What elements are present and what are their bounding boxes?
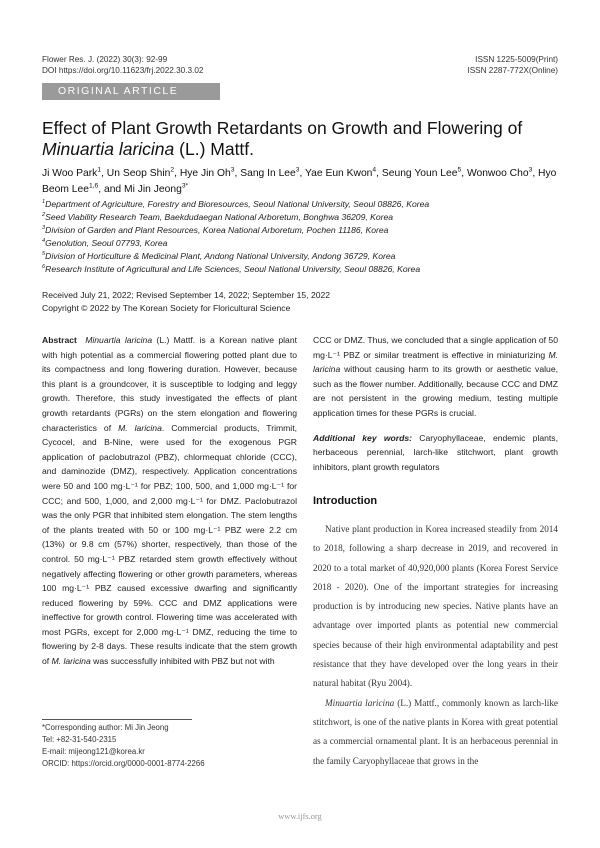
author-affiliation-marker: 3* bbox=[181, 182, 189, 190]
footnote-rule bbox=[42, 719, 192, 720]
affiliation-text: Division of Garden and Plant Resources, Korea National Arboretum, Pochen 11186, Korea bbox=[45, 225, 389, 235]
abstract-p4: without causing harm to its growth or aesthetic value, such as the flower number. Additionally, because CCC and DMZ are not persistent in the growing medium, testing multiple application times for these PGRs is crucial. bbox=[313, 364, 558, 418]
affiliation-number: 1 bbox=[42, 199, 46, 206]
abstract-species-abbr2: M. laricina bbox=[51, 656, 91, 667]
article-title bbox=[42, 118, 562, 160]
intro-paragraph-2 bbox=[313, 694, 558, 771]
author-name: Mi Jin Jeong bbox=[124, 184, 182, 195]
affiliation-text: Division of Horticulture & Medicinal Plant, Andong National University, Andong 36729, Korea bbox=[45, 251, 396, 261]
affiliation-list bbox=[42, 198, 562, 276]
author-list: Ji Woo Park$^1$, Un Seop Shin$^2$, Hye Jin Oh$^3$, Sang In Lee$^3$, Yae Eun Kwon$^4$, Seung Youn Lee$^5$, Wonwoo Cho$^3$, Hyo Beom Lee$^{1,6}$, and Mi Jin Jeong$^{3*}$ bbox=[42, 166, 557, 195]
copyright: Copyright © 2022 by The Korean Society for Floricultural Science bbox=[42, 302, 291, 313]
introduction-heading: Introduction bbox=[313, 495, 378, 507]
journal-citation: Flower Res. J. (2022) 30(3): 92-99 bbox=[42, 55, 168, 64]
author-affiliation-marker: 4 bbox=[372, 166, 377, 174]
author-name: Yae Eun Kwon bbox=[305, 168, 373, 179]
history-dates: Received July 21, 2022; Revised September 14, 2022; September 15, 2022 bbox=[42, 290, 331, 300]
affiliation-item bbox=[42, 263, 562, 276]
author-affiliation-marker: 1,6 bbox=[88, 182, 99, 190]
affiliation-item bbox=[42, 250, 562, 263]
author-name: Seung Youn Lee bbox=[381, 168, 458, 179]
author-name: Ji Woo Park bbox=[42, 168, 98, 179]
page-footer-url[interactable]: www.ijfs.org bbox=[278, 812, 322, 821]
corresponding-author: *Corresponding author: Mi Jin Jeong bbox=[42, 723, 169, 732]
affiliation-number: 2 bbox=[42, 212, 46, 219]
affiliation-text: Research Institute of Agricultural and Life Sciences, Seoul National University, Seoul 08826, Korea bbox=[45, 264, 421, 274]
journal-header-right bbox=[467, 55, 558, 76]
affiliation-item bbox=[42, 211, 562, 224]
keywords-text: Caryophyllaceae, endemic plants, herbaceous perennial, larch-like stitchwort, plant growth inhibitors, plant growth regulators bbox=[313, 432, 558, 472]
title-species: Minuartia laricina bbox=[42, 139, 175, 159]
journal-doi[interactable]: DOI https://doi.org/10.11623/frj.2022.30.3.02 bbox=[42, 65, 204, 75]
journal-header-left bbox=[42, 55, 203, 76]
affiliation-number: 5 bbox=[42, 251, 46, 258]
affiliation-number: 3 bbox=[42, 225, 46, 232]
affiliation-text: Department of Agriculture, Forestry and Bioresources, Seoul National University, Seoul 08826, Korea bbox=[45, 199, 430, 209]
affiliation-number: 6 bbox=[42, 264, 46, 271]
abstract-species-abbr: M. laricina bbox=[118, 422, 162, 433]
introduction-body bbox=[313, 520, 558, 771]
corresponding-email[interactable]: E-mail: mijeong121@korea.kr bbox=[42, 747, 145, 756]
author-name: Hye Jin Oh bbox=[179, 168, 231, 179]
footnote bbox=[42, 722, 297, 770]
author-name: Hyo Beom Lee bbox=[42, 168, 557, 195]
issn-online: ISSN 2287-772X(Online) bbox=[467, 65, 558, 75]
affiliation-item bbox=[42, 224, 562, 237]
corresponding-orcid[interactable]: ORCID: https://orcid.org/0000-0001-8774-2266 bbox=[42, 759, 205, 768]
author-name: Wonwoo Cho bbox=[466, 168, 529, 179]
abstract-body bbox=[42, 333, 297, 669]
affiliation-number: 4 bbox=[42, 238, 46, 245]
abstract-species-abbr3: M. laricina bbox=[313, 349, 558, 375]
article-dates bbox=[42, 289, 562, 314]
abstract-label: Abstract bbox=[42, 335, 77, 345]
abstract-species: Minuartia laricina bbox=[85, 335, 153, 345]
intro-species: Minuartia laricina bbox=[325, 697, 395, 708]
title-line1: Effect of Plant Growth Retardants on Growth and Flowering of bbox=[42, 118, 523, 138]
keywords-label: Additional key words: bbox=[313, 432, 413, 443]
affiliation-text: Seed Viability Research Team, Baekdudaegan National Arboretum, Bonghwa 36209, Korea bbox=[45, 212, 394, 222]
corresponding-tel: Tel: +82-31-540-2315 bbox=[42, 735, 117, 744]
author-affiliation-marker: 3 bbox=[230, 166, 235, 174]
author-name: Sang In Lee bbox=[240, 168, 296, 179]
author-affiliation-marker: 3 bbox=[528, 166, 533, 174]
issn-print: ISSN 1225-5009(Print) bbox=[475, 55, 558, 64]
abstract-p1: (L.) Mattf. is a Korean native plant with high potential as a commercial flowering potted plant due to its compactness and long flowering duration. However, because this plant is a groundcover, it is susceptible to lodging and leggy growth. Therefore, this study investigated the effects of plant growth retardants (PGRs) on the stem elongation and flowering characteristics of bbox=[42, 335, 298, 433]
abstract-p3-tail: CCC or DMZ. Thus, we concluded that a single application of 50 mg·L⁻¹ PBZ or similar treatment is effective in miniaturizing bbox=[313, 335, 558, 360]
author-affiliation-marker: 1 bbox=[97, 166, 102, 174]
affiliation-text: Genolution, Seoul 07793, Korea bbox=[45, 238, 168, 248]
title-rest: (L.) Mattf. bbox=[174, 139, 255, 159]
abstract-continued bbox=[313, 333, 558, 474]
author-affiliation-marker: 3 bbox=[295, 166, 300, 174]
intro-paragraph-1: Native plant production in Korea increased steadily from 2014 to 2018, following a sharp decrease in 2019, and recovered in 2020 to a total market of 40,920,000 plants (Korea Forest Service 2018 - 2020). One of the important strategies for increasing production is by introducing new species. Native plants have an advantage over imported plants as potential new commercial species because of their high environmental adaptability and pest resistance that they have developed over the long years in their natural habitat (Ryu 2004). bbox=[313, 524, 558, 689]
abstract-p3-head: was successfully inhibited with PBZ but not with bbox=[90, 656, 275, 667]
author-name: Un Seop Shin bbox=[106, 168, 171, 179]
author-affiliation-marker: 2 bbox=[170, 166, 175, 174]
author-affiliation-marker: 5 bbox=[457, 166, 462, 174]
article-type-banner: ORIGINAL ARTICLE bbox=[42, 83, 220, 100]
affiliation-item bbox=[42, 237, 562, 250]
abstract-p2: . Commercial products, Trimmit, Cycocel, and B-Nine, were used for the exogenous PGR application of paclobutrazol (PBZ), chlormequat chloride (CCC), and daminozide (DMZ), respectively. Application concentrations were 50 and 100 mg·L⁻¹ for PBZ; 100, 500, and 1,000 mg·L⁻¹ for CCC; and 500, 1,000, and 2,000 mg·L⁻¹ for DMZ. Paclobutrazol was the only PGR that inhibited stem elongation. The stem lengths of the plants treated with 50 or 100 mg·L⁻¹ PBZ were 2.2 cm (13%) or 9.8 cm (57%) shorter, respectively, than those of the control. 50 mg·L⁻¹ PBZ retarded stem growth effectively without negatively affecting flowering or other growth parameters, whereas 100 mg·L⁻¹ PBZ caused excessive dwarfing and significantly reduced flowering by 59%. CCC and DMZ applications were ineffective for growth control. Flowering time was accelerated with most PGRs, except for 2,000 mg·L⁻¹ DMZ, reducing the time to flowering by 2-8 days. These results indicate that the stem growth of bbox=[42, 422, 297, 667]
affiliation-item bbox=[42, 198, 562, 211]
intro-p2-text: (L.) Mattf., commonly known as larch-like stitchwort, is one of the native plants in Korea with great potential as a commercial ornamental plant. It is an herbaceous perennial in the family Caryophyllaceae that grows in the bbox=[313, 697, 558, 766]
